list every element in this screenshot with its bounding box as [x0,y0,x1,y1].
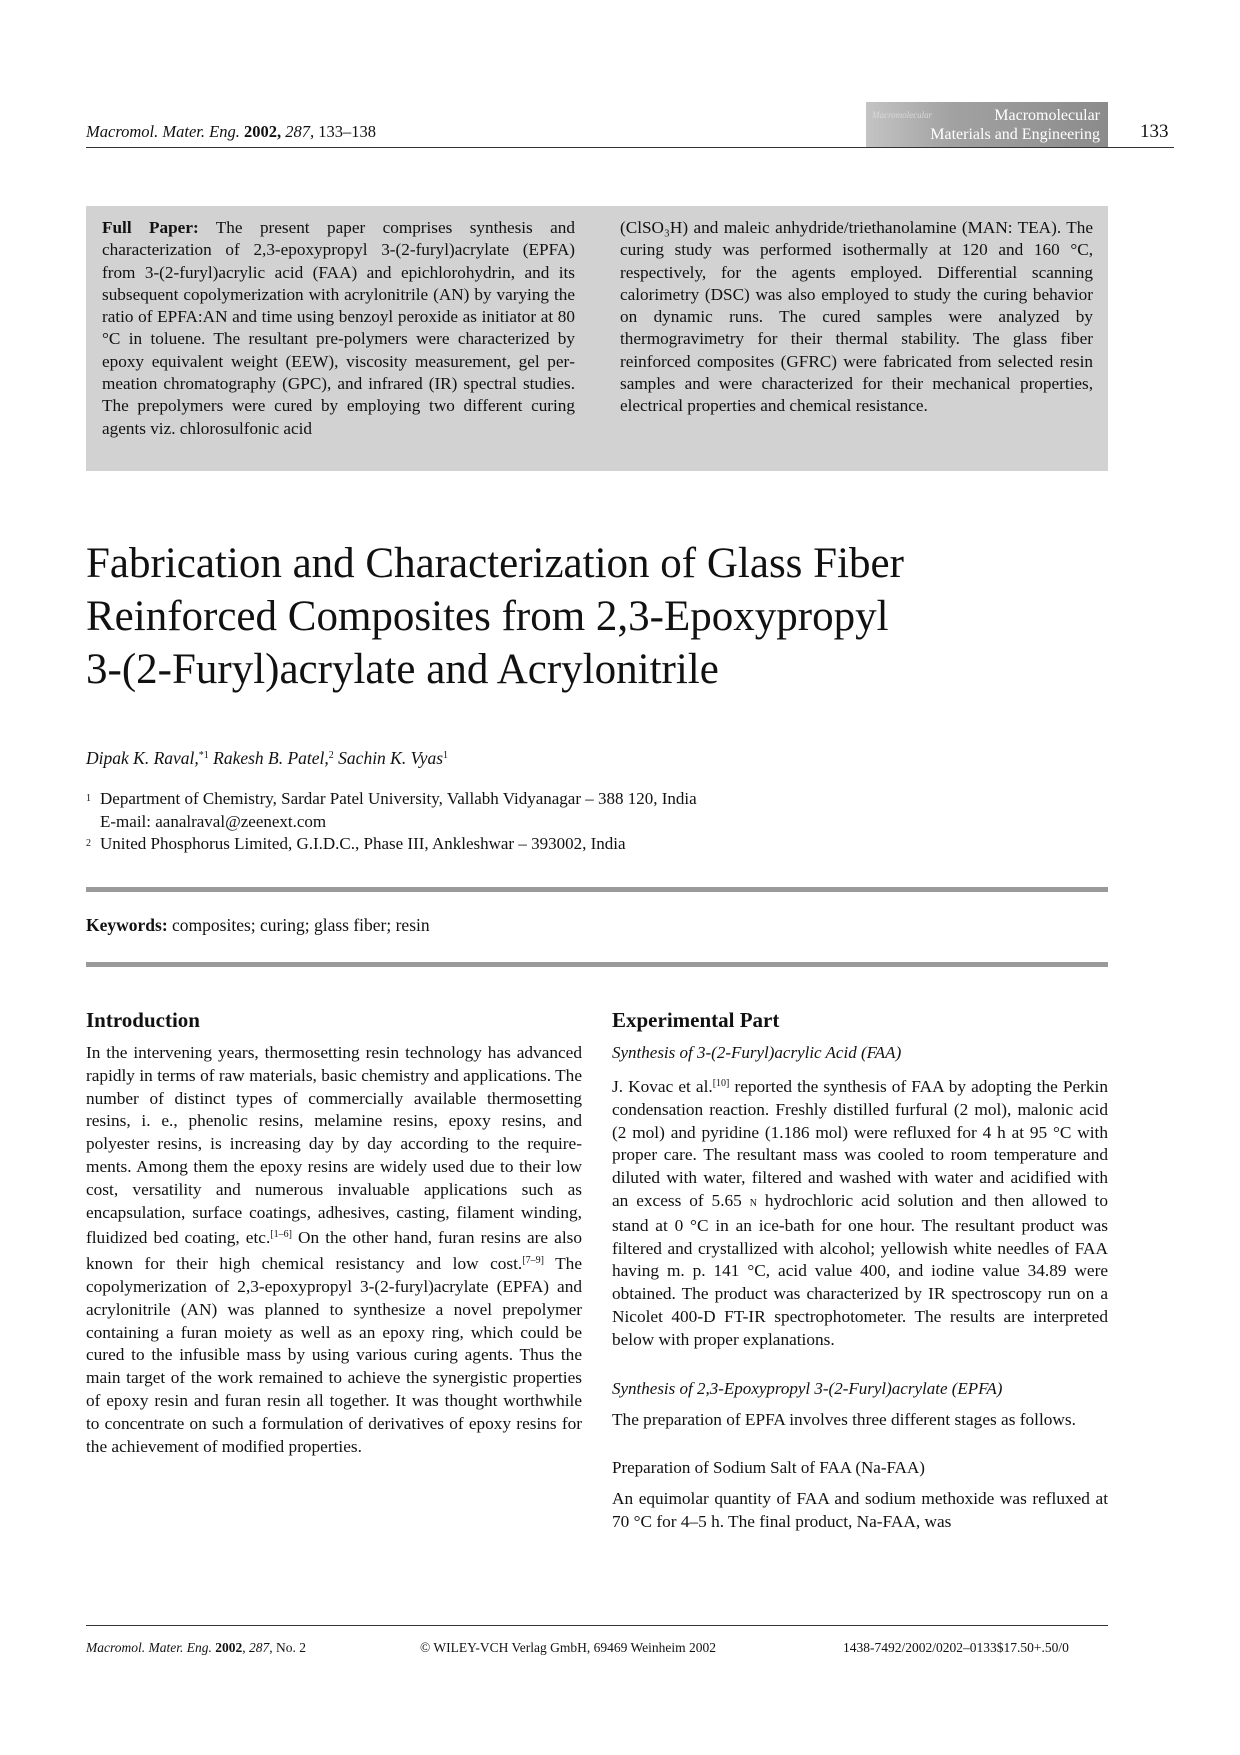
keywords-top-rule [86,887,1108,892]
author-marker: *1 [198,750,209,761]
footer-copyright: © WILEY-VCH Verlag GmbH, 69469 Weinheim 2002 [420,1640,717,1655]
paragraph [86,1042,582,1458]
author-name: Dipak K. Raval, [86,748,199,768]
paragraph: An equimolar quantity of FAA and sodium methoxide was refluxed at 70 °C for 4–5 h. The final product, Na-FAA, was [612,1489,1108,1532]
keywords-text: composites; curing; glass fiber; resin [172,915,430,935]
author-list [86,748,448,769]
author-name: Rakesh B. Patel, [213,748,329,768]
text-run: In the intervening years, thermosetting resin technology has advanced rapidly in terms of raw materials, basic chemistry and applications. The number of distinct types of commercially available thermosetting resins, i. e., phenolic resins, melamine resins, epoxy resins, and polyester resins, is increasing day by day according to the requirements. Among them the epoxy resins are widely used due to their low cost, versatility and numerous invaluable applications such as encapsulation, surface coatings, adhesives, casting, filament winding, fluidized bed coating, etc. [86,1043,582,1248]
journal-pages: 133–138 [318,122,376,141]
paragraph [612,1073,1108,1352]
footer-citation: Macromol. Mater. Eng. 2002, 287, No. 2 [86,1640,306,1655]
header-divider [86,147,1174,148]
footer-issue: , No. 2 [269,1640,306,1655]
footer-divider [86,1625,1108,1626]
paper-title [86,537,1146,696]
email-address[interactable]: E-mail: aanalraval@zeenext.com [100,811,327,831]
text-run: The copolymerization of 2,3-epoxypropyl 3-(2-furyl)acrylate (EPFA) and acrylonitrile (AN) was planned to synthesize a novel prepolymer containing a furan moiety as well as an epoxy ring, which could be cured to the infusible mass by using various curing agents. Thus the main target of the work remained to achieve the synergistic properties of epoxy resin and furan resin all together. It was thought worthwhile to concentrate on such a formulation of derivatives of epoxy resins for the achievement of modified properties. [86,1254,582,1456]
journal-logo [866,102,1108,148]
footer-issn: 1438-7492/2002/0202–0133$17.50+.50/0 [843,1640,1069,1655]
keywords-bottom-rule [86,962,1108,967]
keywords [86,915,430,936]
affiliation-text: United Phosphorus Limited, G.I.D.C., Phase III, Ankleshwar – 393002, India [100,834,626,853]
author-marker: 1 [443,750,449,761]
right-column [612,1007,1108,1534]
journal-volume: 287, [285,122,315,141]
text-run: hydrochloric acid solution and then allowed to stand at 0 °C in an ice-bath for one hour. The resultant product was filtered and crystallized with alcohol; yellowish white needles of FAA having m. p. 141 °C, acid value 400, and iodine value 34.89 were obtained. The product was characterized by IR spectroscopy run on a Nicolet 400-D FT-IR spectrophotometer. The results are interpreted below with proper explanations. [612,1190,1108,1349]
left-column [86,1007,582,1458]
abstract-text-left: The present paper comprises synthesis and characterization of 2,3-epoxypropyl 3-(2-furyl)acrylate (EPFA) from 3-(2-furyl)acrylic acid (FAA) and epichlorohydrin, and its subsequent copolymerization with acrylonitrile (AN) by varying the ratio of EPFA:AN and time using benzoyl peroxide as initiator at 80 °C in toluene. The resultant pre-polymers were characterized by epoxy equivalent weight (EEW), viscosity measurement, gel permeation chromatography (GPC), and infrared (IR) spectral studies. The prepolymers were cured by employing two different curing agents viz. chlorosulfonic acid [102,218,575,438]
logo-watermark: Macromolecular [872,110,933,120]
citation[interactable]: [1–6] [270,1229,292,1241]
affiliation-item [86,788,697,833]
abstract-left-column [102,217,575,440]
affiliation-marker: 2 [86,838,91,849]
logo-line-2: Materials and Engineering [930,126,1100,143]
author-marker: 2 [328,750,334,761]
text-run: J. Kovac et al. [612,1077,713,1096]
abstract-box [86,206,1108,471]
journal-citation [86,122,376,142]
affiliation-item [86,833,697,856]
citation[interactable]: [10] [712,1078,730,1089]
section-heading: Experimental Part [612,1008,780,1032]
unit-normal: n [749,1194,757,1210]
affiliation-marker: 1 [86,793,91,804]
paragraph: The preparation of EPFA involves three different stages as follows. [612,1409,1076,1429]
subsection-heading: Synthesis of 3-(2-Furyl)acrylic Acid (FAA) [612,1043,902,1062]
journal-year: 2002, [243,122,282,141]
subsubsection-heading: Preparation of Sodium Salt of FAA (Na-FAA) [612,1458,925,1478]
keywords-label: Keywords: [86,915,168,935]
footer-journal-name: Macromol. Mater. Eng. [86,1640,212,1655]
text-run: On the other hand, furan resins are also known for their high chemical resistancy and low cost. [86,1228,582,1274]
page-number: 133 [1140,121,1169,142]
author-name: Sachin K. Vyas [338,748,444,768]
affiliations [86,788,697,856]
footer-year: 2002 [215,1640,243,1655]
abstract-lead: Full Paper: [102,218,199,237]
abstract-right-column: (ClSO₃H) and maleic anhydride/triethanolamine (MAN: TEA). The curing study was performed isothermally at 120 and 160 °C, respectively, for the agents employed. Differential scanning calorimetry (DSC) was also employed to study the curing behavior on dynamic runs. The cured samples were analyzed by thermogravimetry for their thermal stability. The glass fiber reinforced composites (GFRC) were fabricated from selected resin samples and were characterized for their mechanical properties, electrical properties and chemical resistance. [620,218,1093,416]
citation[interactable]: [7–9] [522,1255,544,1267]
footer-volume: 287 [248,1640,270,1655]
title-line: 3-(2-Furyl)acrylate and Acrylonitrile [86,646,719,693]
text-run: reported the synthesis of FAA by adopting the Perkin condensation reaction. Freshly distilled furfural (2 mol), malonic acid (2 mol) and pyridine (1.186 mol) were refluxed for 4 h at 95 °C with proper care. The resultant mass was cooled to room temperature and diluted with water, filtered and washed with water and acidified with an excess of 5.65 [612,1077,1109,1210]
title-line: Reinforced Composites from 2,3-Epoxypropyl [86,593,889,640]
title-line: Fabrication and Characterization of Glass Fiber [86,540,904,587]
affiliation-text: Department of Chemistry, Sardar Patel University, Vallabh Vidyanagar – 388 120, India [100,789,697,808]
section-heading: Introduction [86,1008,200,1032]
subsection-heading: Synthesis of 2,3-Epoxypropyl 3-(2-Furyl)acrylate (EPFA) [612,1378,1003,1398]
logo-line-1: Macromolecular [994,107,1100,124]
journal-name: Macromol. Mater. Eng. [86,122,240,141]
